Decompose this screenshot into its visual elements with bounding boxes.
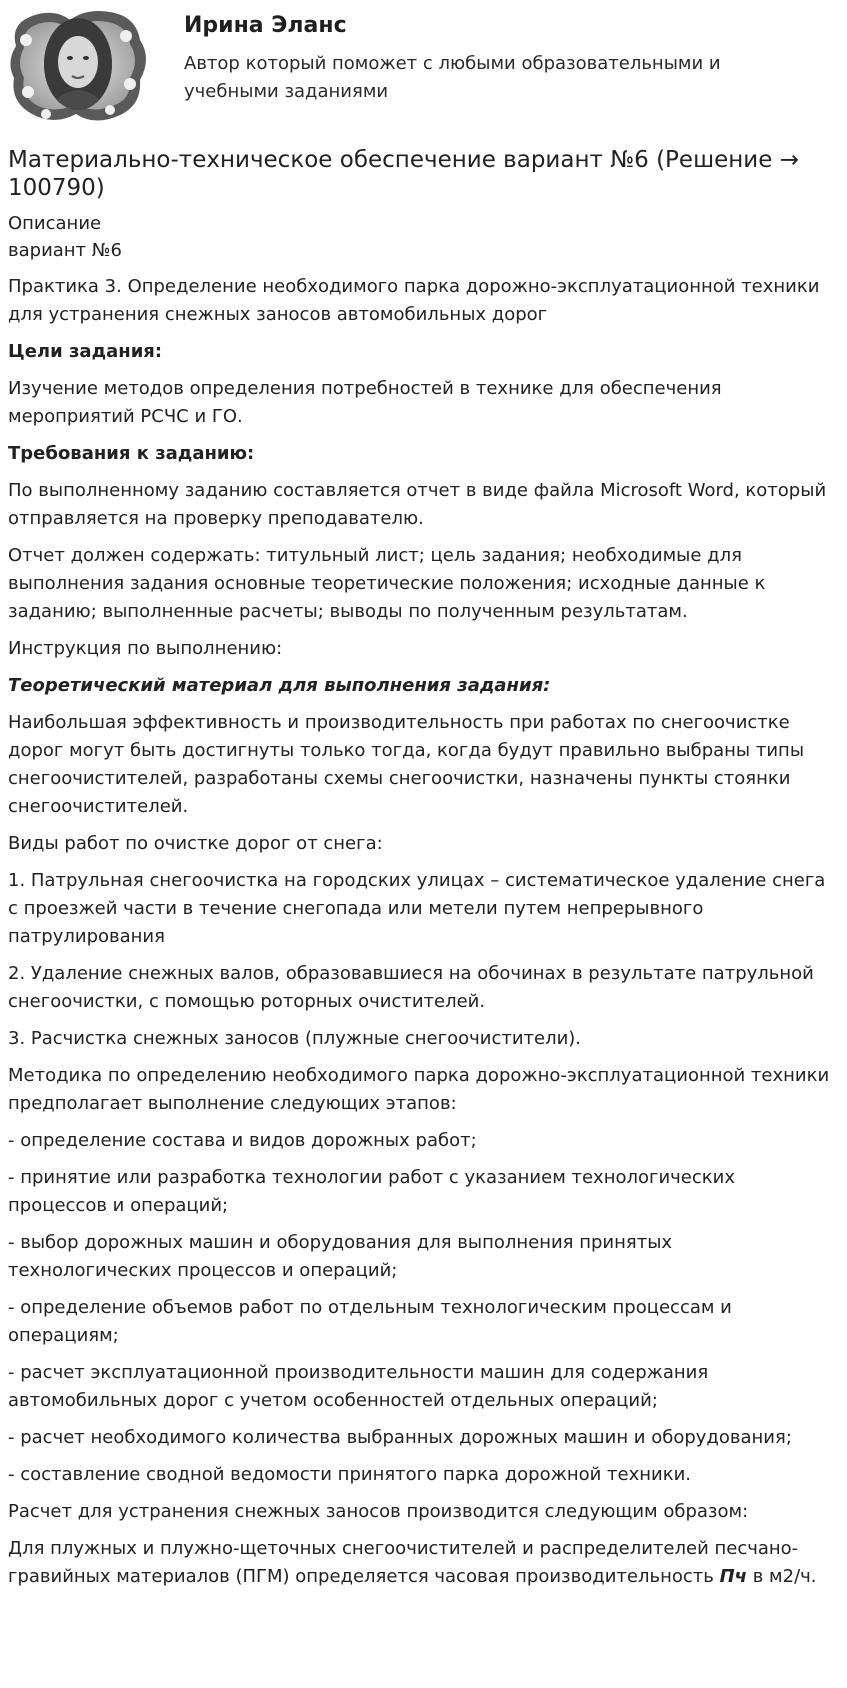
practice-title: Практика 3. Определение необходимого парка дорожно-эксплуатационной техники для устранения снежных заносов автомобильных дорог (8, 276, 820, 325)
method-step: - расчет необходимого количества выбранных дорожных машин и оборудования; (8, 1427, 792, 1448)
method-step: - выбор дорожных машин и оборудования для выполнения принятых технологических процессов и операций; (8, 1232, 673, 1281)
method-step: - определение состава и видов дорожных работ; (8, 1130, 477, 1151)
author-avatar[interactable] (6, 6, 152, 126)
final-text-before: Для плужных и плужно-щеточных снегоочистителей и распределителей песчано-гравийных материалов (ПГМ) определяется часовая производительность (8, 1538, 799, 1587)
author-description: Автор который поможет с любыми образовательными и учебными заданиями (184, 53, 721, 102)
description-label: Описание (8, 213, 102, 234)
method-intro: Методика по определению необходимого парка дорожно-эксплуатационной техники предполагает выполнение следующих этапов: (8, 1065, 830, 1114)
method-step: - принятие или разработка технологии работ с указанием технологических процессов и операций; (8, 1167, 735, 1216)
work-type-item: 2. Удаление снежных валов, образовавшиеся на обочинах в результате патрульной снегоочистки, с помощью роторных очистителей. (8, 963, 814, 1012)
theory-heading: Теоретический материал для выполнения задания: (8, 675, 551, 696)
final-text-after: в м2/ч. (746, 1566, 817, 1587)
document-title: Материально-техническое обеспечение вариант №6 (Решение → 100790) (8, 147, 799, 201)
work-type-item: 3. Расчистка снежных заносов (плужные снегоочистители). (8, 1028, 582, 1049)
goals-heading: Цели задания: (8, 341, 163, 362)
author-name[interactable]: Ирина Эланс (184, 13, 347, 38)
calc-intro: Расчет для устранения снежных заносов производится следующим образом: (8, 1501, 749, 1522)
method-step: - составление сводной ведомости принятого парка дорожной техники. (8, 1464, 691, 1485)
hourly-productivity-symbol: Пч (719, 1566, 747, 1587)
final-paragraph (8, 1535, 838, 1591)
goals-text: Изучение методов определения потребностей в технике для обеспечения мероприятий РСЧС и ГО. (8, 378, 722, 427)
work-type-item: 1. Патрульная снегоочистка на городских улицах – систематическое удаление снега с проезжей части в течение снегопада или метели путем непрерывного патрулирования (8, 870, 826, 947)
instruction-label: Инструкция по выполнению: (8, 638, 283, 659)
work-types-heading: Виды работ по очистке дорог от снега: (8, 833, 383, 854)
document-content (8, 146, 838, 1591)
requirements-paragraph-1: По выполненному заданию составляется отчет в виде файла Microsoft Word, который отправляется на проверку преподавателю. (8, 480, 827, 529)
variant-label: вариант №6 (8, 240, 122, 261)
method-step: - расчет эксплуатационной производительности машин для содержания автомобильных дорог с учетом особенностей отдельных операций; (8, 1362, 709, 1411)
requirements-heading: Требования к заданию: (8, 443, 255, 464)
method-step: - определение объемов работ по отдельным технологическим процессам и операциям; (8, 1297, 732, 1346)
avatar-icon (6, 6, 152, 126)
requirements-paragraph-2: Отчет должен содержать: титульный лист; цель задания; необходимые для выполнения задания основные теоретические положения; исходные данные к заданию; выполненные расчеты; выводы по полученным результатам. (8, 545, 766, 622)
author-card (0, 0, 847, 130)
theory-paragraph: Наибольшая эффективность и производительность при работах по снегоочистке дорог могут быть достигнуты только тогда, когда будут правильно выбраны типы снегоочистителей, разработаны схемы снегоочистки, назначены пункты стоянки снегоочистителей. (8, 712, 805, 817)
